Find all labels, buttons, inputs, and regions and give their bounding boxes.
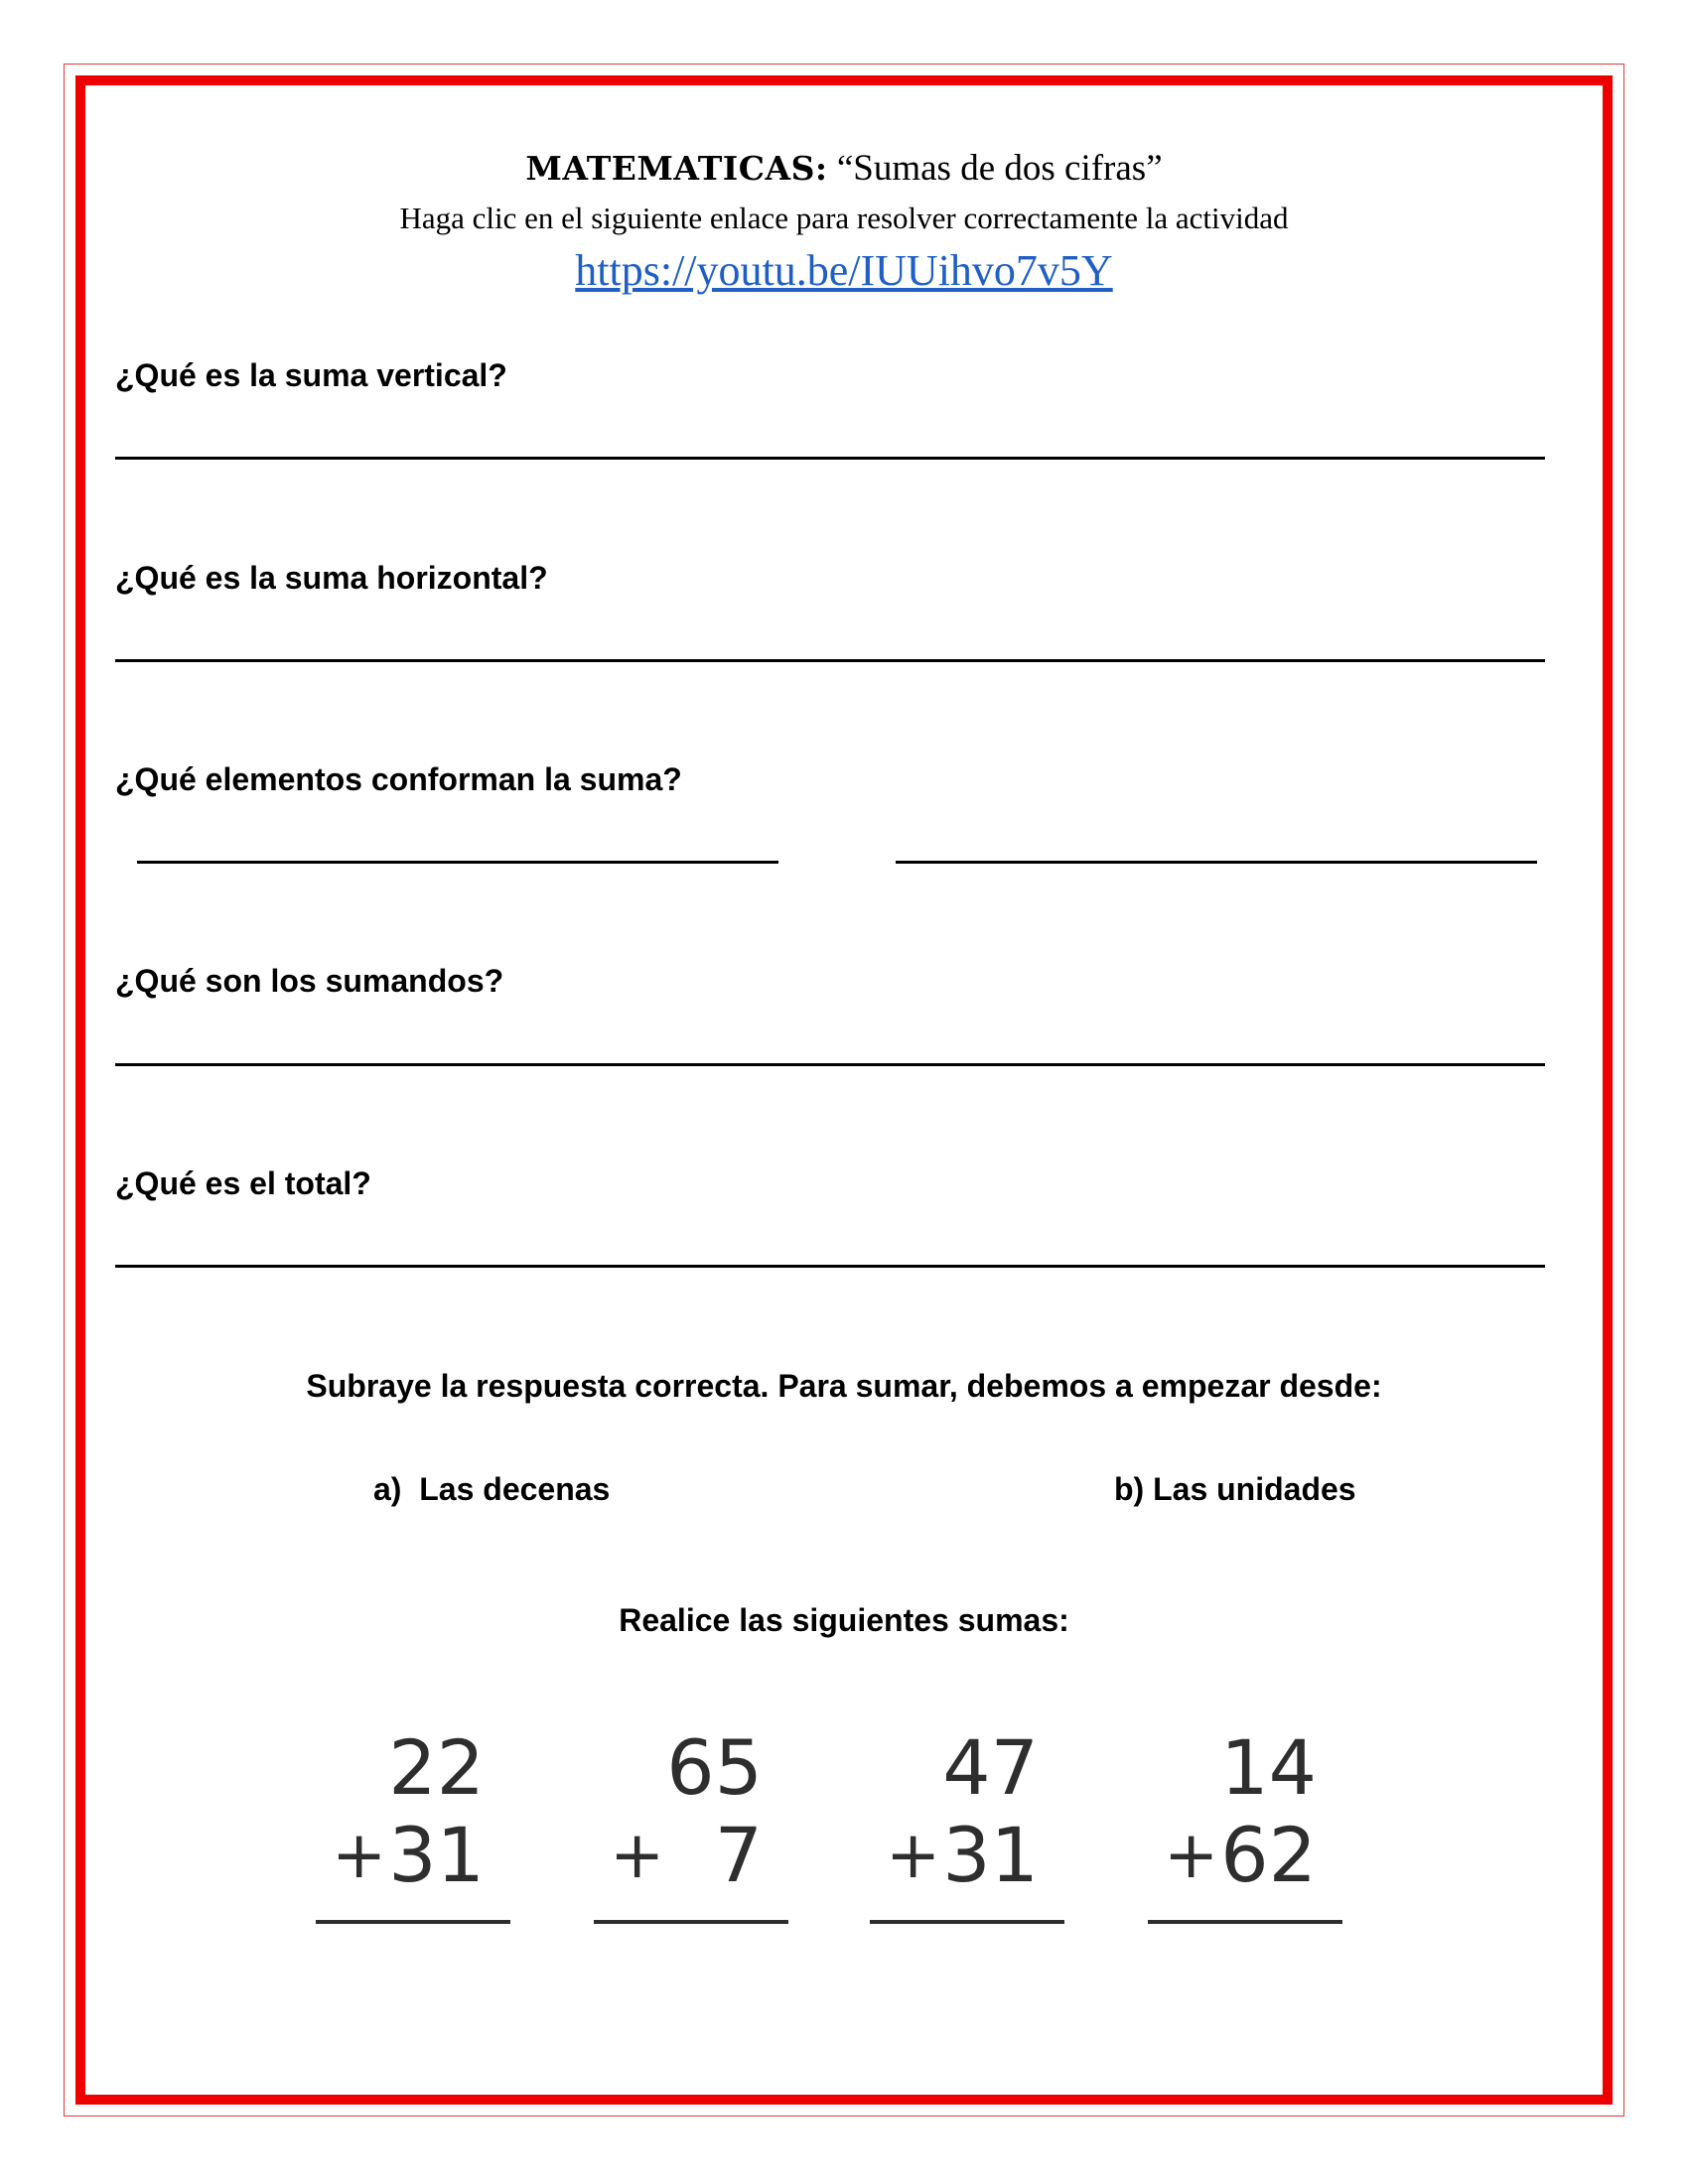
plus-sign: + <box>332 1817 387 1893</box>
answer-line[interactable] <box>115 457 1545 460</box>
top-addend: 14 <box>1220 1723 1317 1812</box>
top-addend: 65 <box>666 1723 763 1812</box>
question-vertical-sum: ¿Qué es la suma vertical? <box>115 357 507 393</box>
answer-line[interactable] <box>115 1063 1545 1066</box>
question-sum-elements: ¿Qué elementos conforman la suma? <box>115 761 682 797</box>
bottom-addend: 7 <box>714 1811 763 1899</box>
answer-rule[interactable] <box>1148 1920 1342 1924</box>
question-addends: ¿Qué son los sumandos? <box>115 963 504 999</box>
sum-exercise <box>1148 1723 1346 1952</box>
answer-line-right[interactable] <box>896 861 1537 864</box>
plus-sign: + <box>1164 1817 1219 1893</box>
topic-label: “Sumas de dos cifras” <box>836 148 1163 189</box>
plus-sign: + <box>610 1817 665 1893</box>
sum-exercise <box>316 1723 514 1952</box>
question-horizontal-sum: ¿Qué es la suma horizontal? <box>115 560 548 596</box>
bottom-addend: 62 <box>1220 1811 1317 1899</box>
sum-exercise <box>870 1723 1068 1952</box>
exercises-prompt: Realice las siguientes sumas: <box>619 1602 1069 1638</box>
answer-line[interactable] <box>115 659 1545 662</box>
answer-rule[interactable] <box>594 1920 788 1924</box>
answer-line[interactable] <box>115 1265 1545 1268</box>
option-a[interactable]: a) Las decenas <box>373 1471 611 1507</box>
worksheet-title <box>0 147 1688 191</box>
option-b[interactable]: b) Las unidades <box>1114 1471 1356 1507</box>
video-link[interactable]: https://youtu.be/IUUihvo7v5Y <box>575 246 1113 295</box>
multiple-choice-prompt: Subraye la respuesta correcta. Para sumar, debemos a empezar desde: <box>306 1368 1382 1404</box>
sum-exercise <box>594 1723 792 1952</box>
plus-sign: + <box>886 1817 941 1893</box>
answer-line-left[interactable] <box>137 861 778 864</box>
instruction-text: Haga clic en el siguiente enlace para resolver correctamente la actividad <box>399 201 1289 235</box>
video-link-line <box>0 244 1688 298</box>
top-addend: 47 <box>942 1723 1039 1812</box>
question-total: ¿Qué es el total? <box>115 1165 371 1201</box>
answer-rule[interactable] <box>870 1920 1064 1924</box>
bottom-addend: 31 <box>942 1811 1039 1899</box>
top-addend: 22 <box>388 1723 485 1812</box>
subject-label: MATEMATICAS: <box>525 149 828 188</box>
bottom-addend: 31 <box>388 1811 485 1899</box>
answer-rule[interactable] <box>316 1920 510 1924</box>
